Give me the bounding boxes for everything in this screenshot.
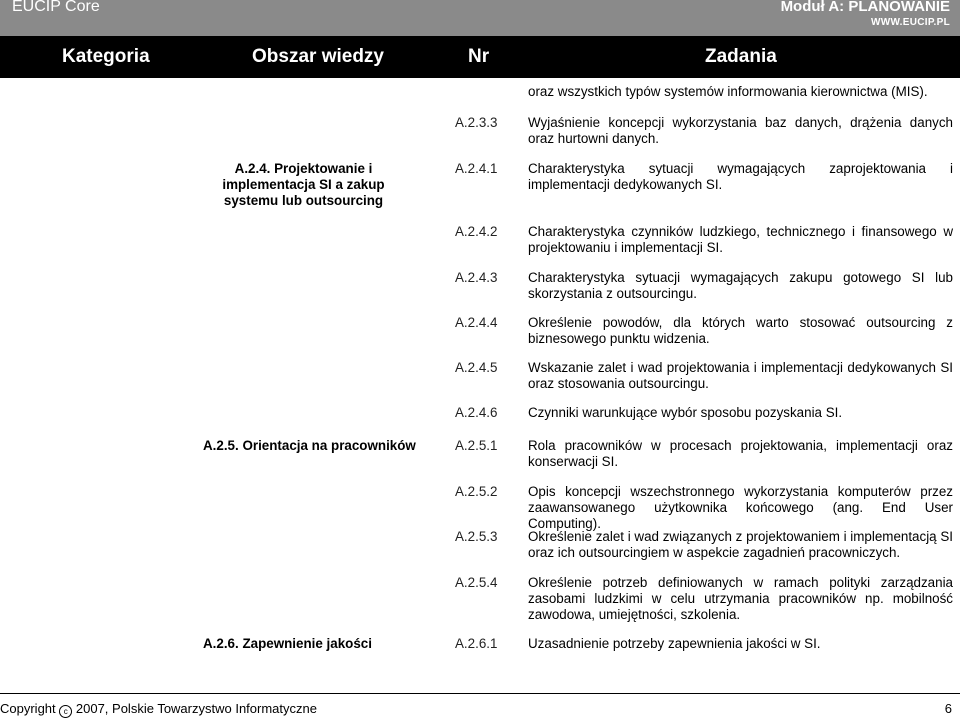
task-number: A.2.4.5 [455, 360, 498, 375]
task-number: A.2.5.3 [455, 529, 498, 544]
task-text: Czynniki warunkujące wybór sposobu pozyskania SI. [528, 405, 843, 420]
task-number: A.2.4.4 [455, 315, 498, 330]
task-number: A.2.4.1 [455, 161, 498, 176]
top-bar [0, 0, 960, 36]
category-cell: A.2.6. Zapewnienie jakości [203, 636, 372, 651]
table-header [0, 36, 960, 78]
task-number: A.2.4.6 [455, 405, 498, 420]
module-title: Moduł A: PLANOWANIE [780, 0, 950, 15]
category-cell: A.2.5. Orientacja na pracowników [203, 438, 416, 453]
task-text: Charakterystyka sytuacji wymagających zaprojektowania i implementacji dedykowanych SI. [528, 161, 953, 192]
task-text: Rola pracowników w procesach projektowania, implementacji oraz konserwacji SI. [528, 438, 953, 469]
task-number: A.2.4.2 [455, 224, 498, 239]
task-text: Określenie powodów, dla których warto stosować outsourcing z biznesowego punktu widzenia. [528, 315, 953, 346]
task-number: A.2.5.4 [455, 575, 498, 590]
document-series-title: EUCIP Core [12, 0, 100, 15]
task-text: Określenie potrzeb definiowanych w ramach polityki zarządzania zasobami ludzkimi w celu utrzymania pracowników np. mobilność zawodowa, umiejętności, szkolenia. [528, 575, 953, 622]
header-category: Kategoria [62, 46, 150, 67]
task-text: Wyjaśnienie koncepcji wykorzystania baz danych, drążenia danych oraz hurtowni danych. [528, 115, 953, 146]
task-text: Charakterystyka czynników ludzkiego, technicznego i finansowego w projektowaniu i implementacji SI. [528, 224, 953, 255]
copyright-holder: 2007, Polskie Towarzystwo Informatyczne [75, 701, 317, 716]
task-text: Charakterystyka sytuacji wymagających zakupu gotowego SI lub skorzystania z outsourcingu. [528, 270, 953, 301]
header-nr: Nr [468, 46, 490, 67]
task-number: A.2.4.3 [455, 270, 498, 285]
task-number: A.2.3.3 [455, 115, 498, 130]
task-text: Określenie zalet i wad związanych z projektowaniem i implementacją SI oraz ich outsourcingiem w aspekcie zagadnień pracowniczych. [528, 529, 953, 560]
task-number: A.2.6.1 [455, 636, 498, 651]
task-text: oraz wszystkich typów systemów informowania kierownictwa (MIS). [528, 84, 928, 99]
task-text: Uzasadnienie potrzeby zapewnienia jakości w SI. [528, 636, 821, 651]
copyright-icon: c [59, 705, 72, 718]
task-number: A.2.5.1 [455, 438, 498, 453]
website-url: WWW.EUCIP.PL [871, 17, 950, 28]
category-cell: A.2.4. Projektowanie i implementacja SI a zakup systemu lub outsourcing [222, 161, 385, 208]
copyright-label: Copyright [0, 701, 56, 716]
header-tasks: Zadania [705, 46, 777, 67]
header-knowledge-area: Obszar wiedzy [252, 46, 384, 67]
copyright-notice [0, 701, 317, 718]
task-text: Wskazanie zalet i wad projektowania i implementacji dedykowanych SI oraz stosowania outsourcingu. [528, 360, 953, 391]
task-number: A.2.5.2 [455, 484, 498, 499]
task-text: Opis koncepcji wszechstronnego wykorzystania komputerów przez zaawansowanego użytkownika końcowego (ang. End User Computing). [528, 484, 953, 531]
footer-divider [0, 693, 960, 694]
page-number: 6 [944, 701, 952, 716]
